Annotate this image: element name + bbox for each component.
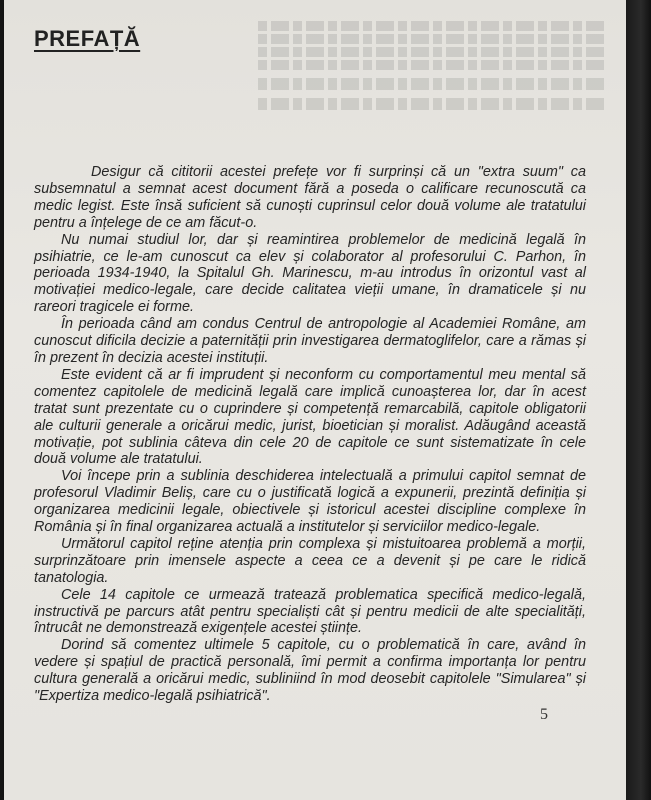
paragraph: Nu numai studiul lor, dar și reamintirea problemelor de medicină legală în psihiatrie, ce le-am cunoscut ca elev și colaborator al profesorului C. Parhon, în perioada 1934-1940, la Spitalul Gh. Marinescu, m-au introdus în orizontul vast al motivației medico-legale, care decide calitatea vieții umane, în dramaticele și nu rareori tragicele ei forme.: [34, 231, 586, 316]
page-number: 5: [540, 706, 548, 723]
paragraph: Dorind să comentez ultimele 5 capitole, cu o problematică în care, având în vedere și spațiul de practică personală, îmi permit a confirma importanța lor pentru cultura generală a oricărui medic, subliniind în mod deosebit capitolele "Simularea" și "Expertiza medico-legală psihiatrică".: [34, 637, 586, 705]
show-through-text: [254, 18, 604, 138]
page-title: PREFAȚĂ: [34, 26, 141, 51]
paragraph: Desigur că cititorii acestei prefețe vor fi surprinși că un "extra suum" ca subsemnatul a semnat acest document fără a poseda o calificare recunoscută ca medic legist. Este însă suficient să cunoști cuprinsul celor două volume ale tratatului pentru a înțelege de ce am făcut-o.: [34, 164, 586, 231]
paragraph: În perioada când am condus Centrul de antropologie al Academiei Române, am cunoscut dificila decizie a paternității prin investigarea dermatoglifelor, care a rămas și în prezent în decizia acestei instituții.: [34, 316, 586, 366]
paragraph: Este evident că ar fi imprudent și neconform cu comportamentul meu mental să comentez capitolele de medicină legală care implică cunoașterea lor, dar în acest tratat sunt prezentate cu o cuprindere și competență remarcabilă, capitole obligatorii ale culturii generale a oricărui medic, jurist, bioetician și moralist. Adăugând această motivație, pot sublinia câteva din cele 20 de capitole ce sunt sistematizate în cele două volume ale tratatului.: [34, 366, 586, 468]
paragraph: Următorul capitol reține atenția prin complexa și mistuitoarea problemă a morții, surprinzătoare prin imensele aspecte a ceea ce a devenit și pe care le ridică tanatologia.: [34, 535, 586, 586]
dark-background-edge: [626, 0, 651, 800]
paragraph: Voi începe prin a sublinia deschiderea intelectuală a primului capitol semnat de profesorul Vladimir Beliș, care cu o justificată logică a expunerii, prezintă definiția și organizarea medicinii legale, obiectivele și istoricul acestei discipline complexe în România și în final organizarea actuală a institutelor și serviciilor medico-legale.: [34, 468, 586, 536]
paragraph: Cele 14 capitole ce urmează tratează problematica specifică medico-legală, instructivă pe parcurs atât pentru specialiști cât și pentru medicii de alte specialități, întrucât ne demonstrează exigențele acestei științe.: [34, 586, 586, 637]
preface-body: [34, 164, 586, 705]
book-page: [4, 0, 626, 800]
